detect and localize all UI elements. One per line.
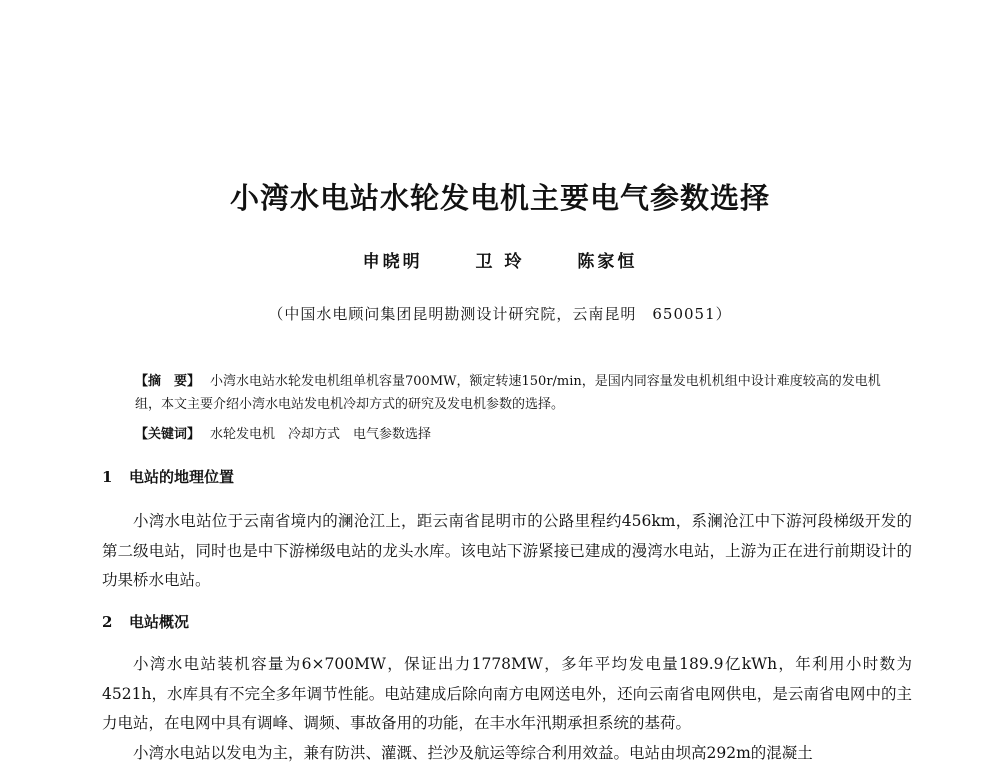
paper-title: 小湾水电站水轮发电机主要电气参数选择 (229, 181, 770, 215)
keywords (135, 423, 895, 446)
section-number: 2 (102, 613, 113, 631)
author-name: 卫 玲 (475, 252, 525, 272)
keywords-label: 【关键词】 (135, 427, 201, 442)
section-title: 电站的地理位置 (129, 468, 235, 486)
author-name: 申晓明 (362, 252, 423, 272)
section-title: 电站概况 (129, 613, 190, 631)
keywords-text: 水轮发电机 冷却方式 电气参数选择 (210, 427, 432, 442)
section-number: 1 (102, 468, 113, 486)
paragraph: 小湾水电站装机容量为6×700MW，保证出力1778MW，多年平均发电量189.9亿kWh，年利用小时数为4521h，水库具有不完全多年调节性能。电站建成后除向南方电网送电外，还向云南省电网供电，是云南省电网中的主力电站，在电网中具有调峰、调频、事故备用的功能，在丰水年汛期承担系统的基荷。 (102, 655, 912, 732)
affiliation: （中国水电顾问集团昆明勘测设计研究院，云南昆明 650051） (268, 305, 732, 323)
section-heading (102, 466, 234, 487)
abstract (135, 370, 895, 416)
section-heading (102, 611, 189, 632)
paragraph: 小湾水电站位于云南省境内的澜沧江上，距云南省昆明市的公路里程约456km，系澜沧江中下游河段梯级开发的第二级电站，同时也是中下游梯级电站的龙头水库。该电站下游紧接已建成的漫湾水电站，上游为正在进行前期设计的功果桥水电站。 (102, 512, 912, 589)
abstract-text: 小湾水电站水轮发电机组单机容量700MW，额定转速150r/min，是国内同容量发电机机组中设计难度较高的发电机组，本文主要介绍小湾水电站发电机冷却方式的研究及发电机参数的选择。 (135, 374, 881, 412)
paragraph: 小湾水电站以发电为主，兼有防洪、灌溉、拦沙及航运等综合利用效益。电站由坝高292m的混凝土 (133, 744, 813, 762)
abstract-label: 【摘 要】 (135, 374, 201, 389)
author-list (0, 247, 1000, 272)
author-name: 陈家恒 (577, 252, 638, 272)
